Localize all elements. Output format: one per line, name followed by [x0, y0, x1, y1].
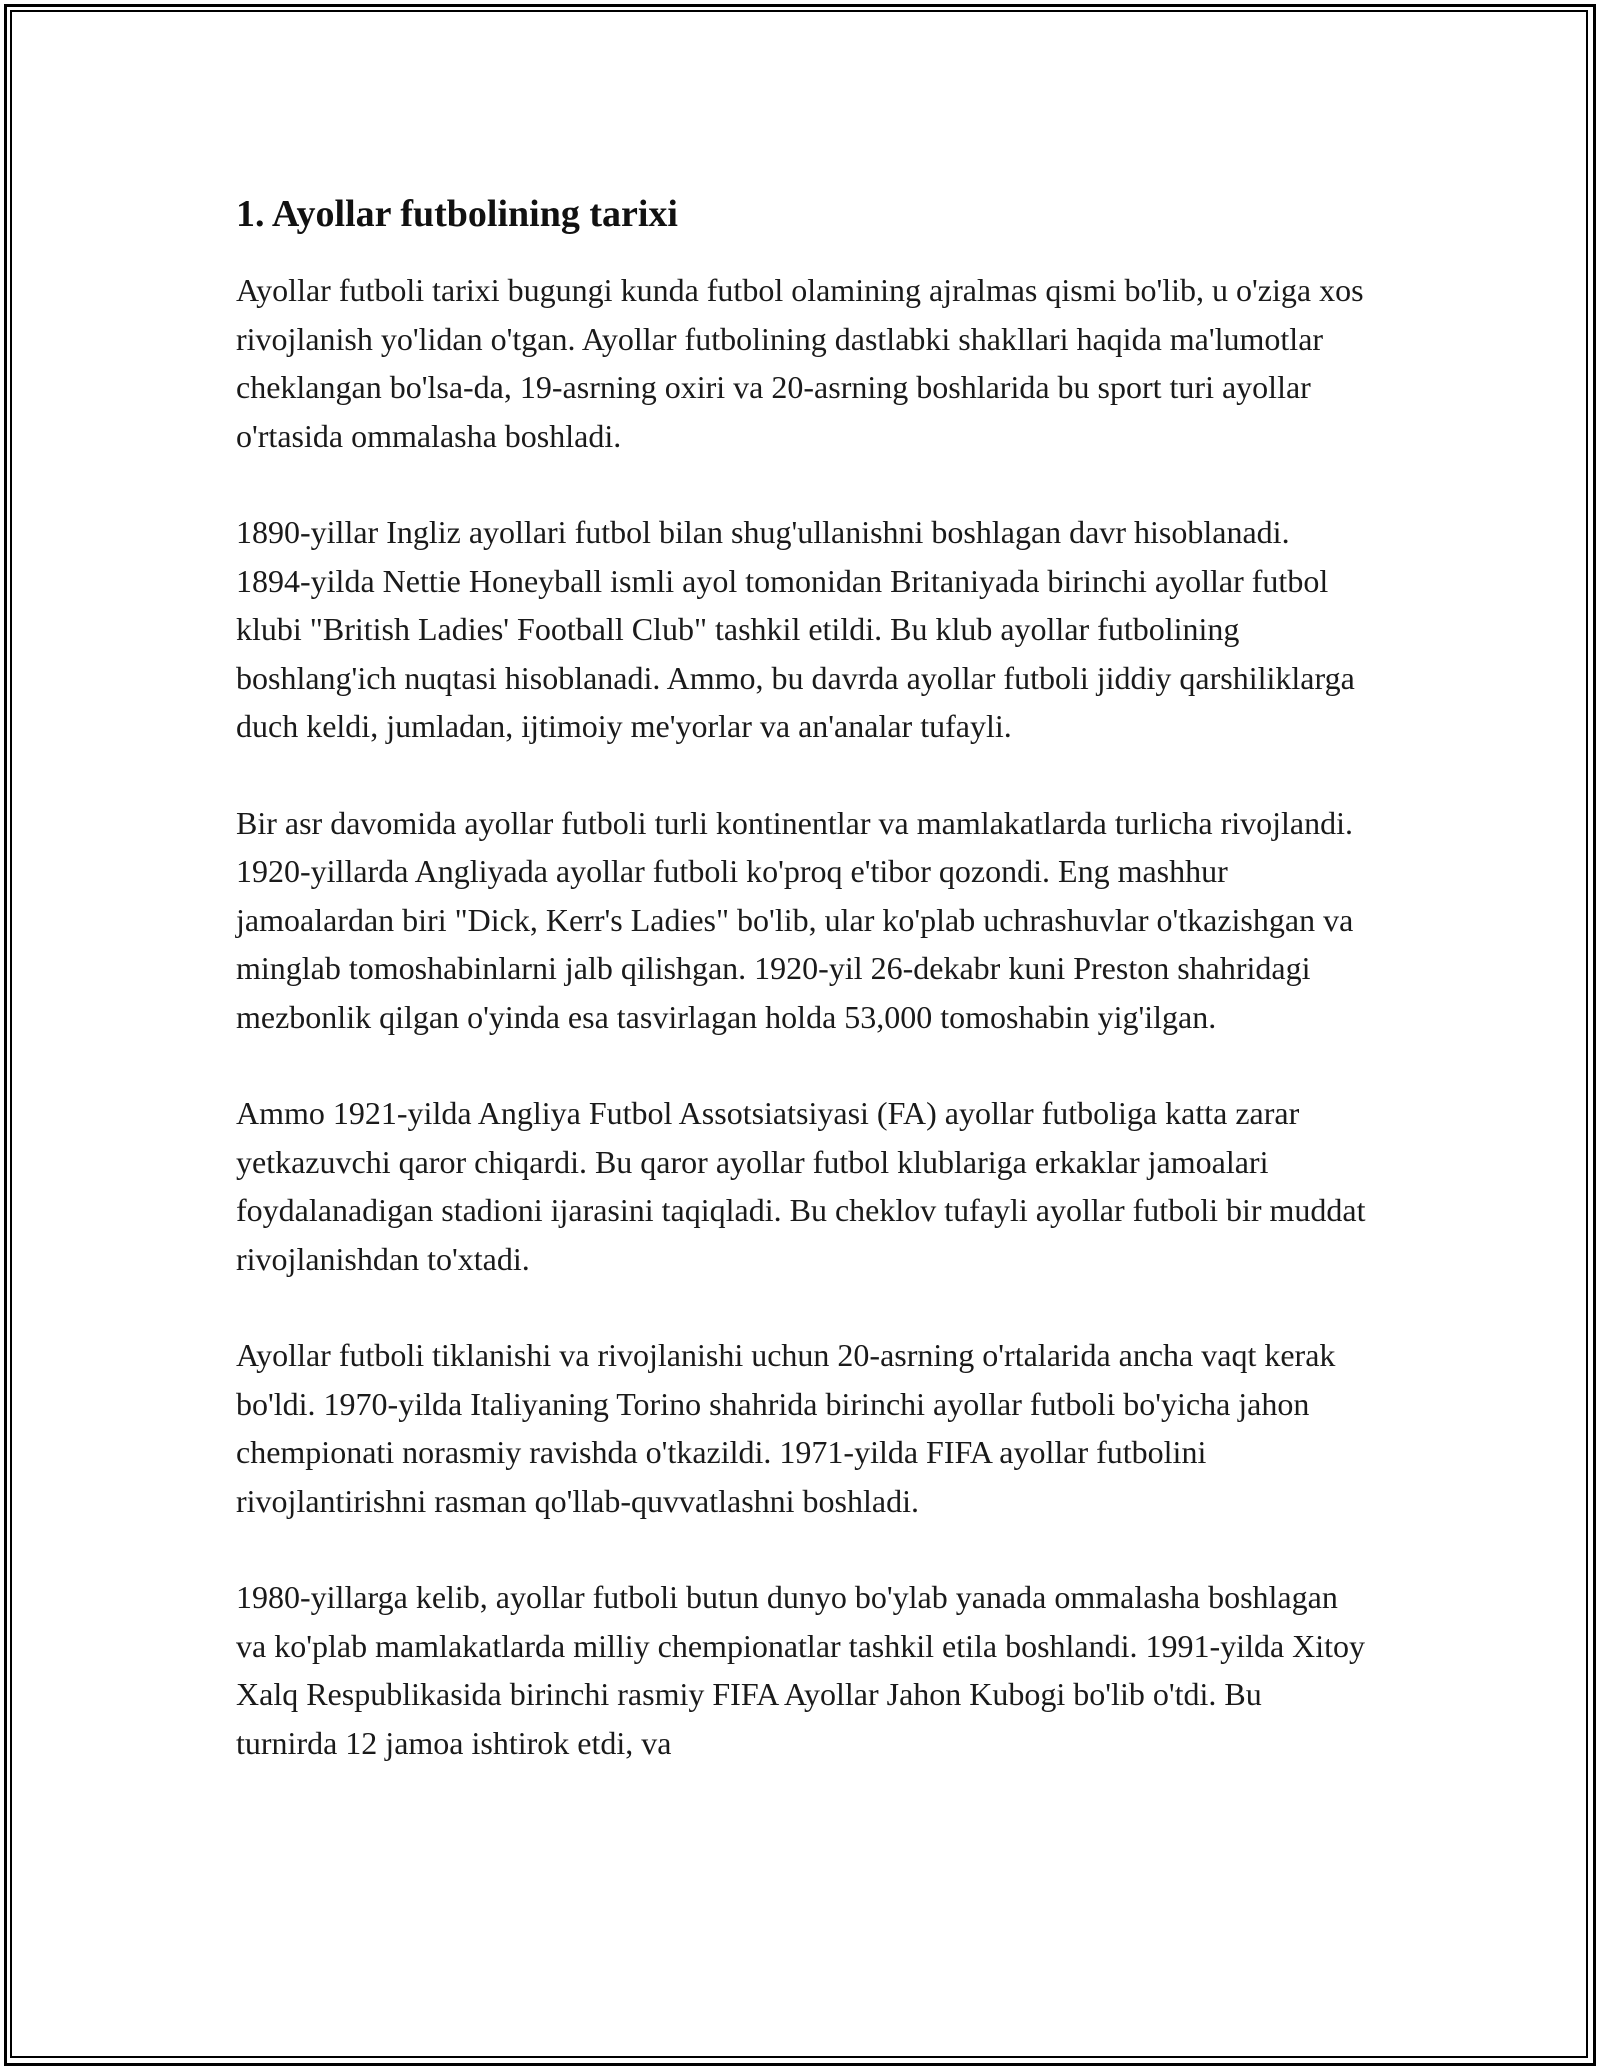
paragraph-2: 1890-yillar Ingliz ayollari futbol bilan shug'ullanishni boshlagan davr hisoblanadi. 1894-yilda Nettie Honeyball ismli ayol tomonidan Britaniyada birinchi ayollar futbol klubi "British Ladies' Football Club" tashkil etildi. Bu klub ayollar futbolining boshlang'ich nuqtasi hisoblanadi. Ammo, bu davrda ayollar futboli jiddiy qarshiliklarga duch keldi, jumladan, ijtimoiy me'yorlar va an'analar tufayli.	[236, 514, 1355, 744]
paragraph-1: Ayollar futboli tarixi bugungi kunda futbol olamining ajralmas qismi bo'lib, u o'ziga xos rivojlanish yo'lidan o'tgan. Ayollar futbolining dastlabki shakllari haqida ma'lumotlar cheklangan bo'lsa-da, 19-asrning oxiri va 20-asrning boshlarida bu sport turi ayollar o'rtasida ommalasha boshladi.	[236, 272, 1364, 454]
paragraph-5: Ayollar futboli tiklanishi va rivojlanishi uchun 20-asrning o'rtalarida ancha vaqt kerak bo'ldi. 1970-yilda Italiyaning Torino shahrida birinchi ayollar futboli bo'yicha jahon chempionati norasmiy ravishda o'tkazildi. 1971-yilda FIFA ayollar futbolini rivojlantirishni rasman qo'llab-quvvatlashni boshladi.	[236, 1337, 1336, 1519]
paragraph-6: 1980-yillarga kelib, ayollar futboli butun dunyo bo'ylab yanada ommalasha boshlagan va ko'plab mamlakatlarda milliy chempionatlar tashkil etila boshlandi. 1991-yilda Xitoy Xalq Respublikasida birinchi rasmiy FIFA Ayollar Jahon Kubogi bo'lib o'tdi. Bu turnirda 12 jamoa ishtirok etdi, va	[236, 1579, 1366, 1761]
paragraph-3: Bir asr davomida ayollar futboli turli kontinentlar va mamlakatlarda turlicha rivojlandi. 1920-yillarda Angliyada ayollar futboli ko'proq e'tibor qozondi. Eng mashhur jamoalardan biri "Dick, Kerr's Ladies" bo'lib, ular ko'plab uchrashuvlar o'tkazishgan va minglab tomoshabinlarni jalb qilishgan. 1920-yil 26-dekabr kuni Preston shahridagi mezbonlik qilgan o'yinda esa tasvirlagan holda 53,000 tomoshabin yig'ilgan.	[236, 804, 1354, 1035]
section-heading: 1. Ayollar futbolining tarixi	[236, 193, 678, 235]
document-body	[236, 188, 1366, 1815]
paragraph-4: Ammo 1921-yilda Angliya Futbol Assotsiatsiyasi (FA) ayollar futboliga katta zarar yetkazuvchi qaror chiqardi. Bu qaror ayollar futbol klublariga erkaklar jamoalari foydalanadigan stadioni ijarasini taqiqladi. Bu cheklov tufayli ayollar futboli bir muddat rivojlanishdan to'xtadi.	[236, 1095, 1366, 1277]
